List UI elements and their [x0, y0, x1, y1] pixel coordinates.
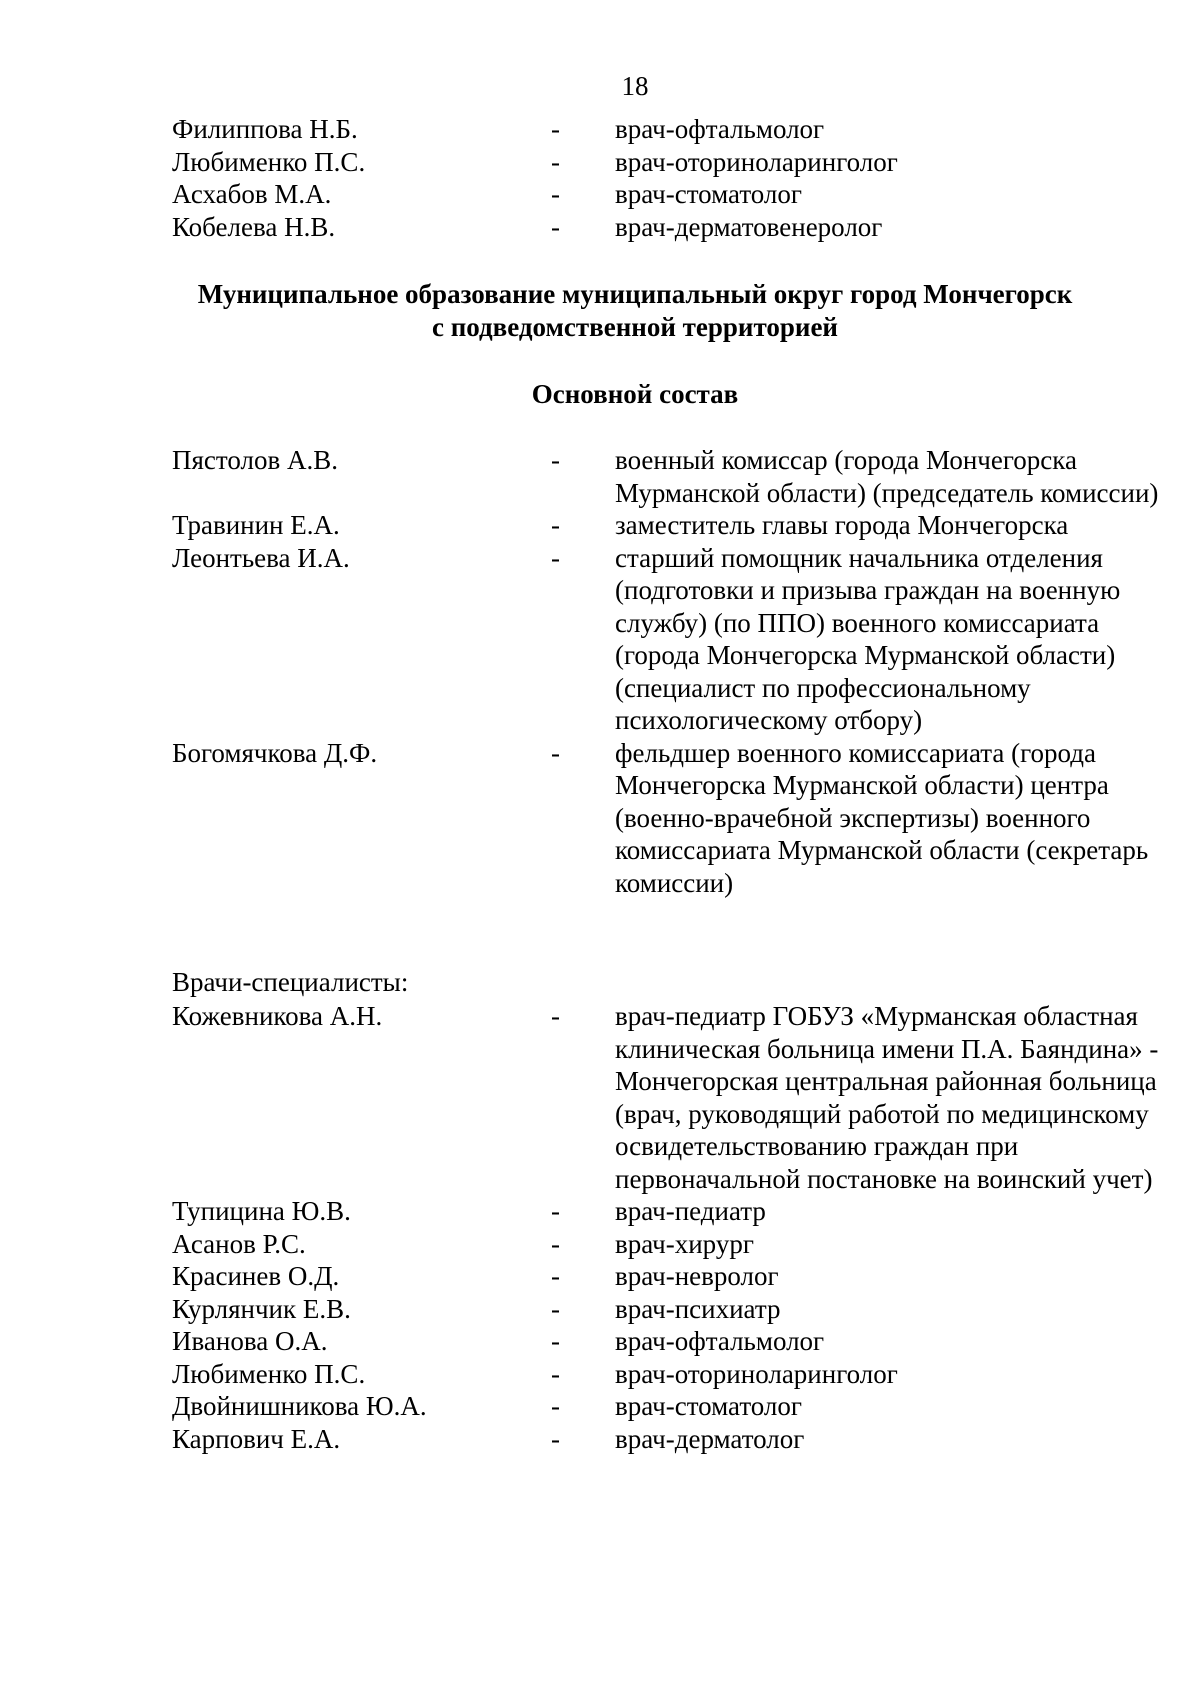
member-name: Любименко П.С.: [172, 146, 366, 177]
list-item: [0, 1293, 1200, 1326]
member-role: врач-дерматовенеролог: [615, 211, 883, 242]
member-role: врач-стоматолог: [615, 179, 802, 209]
member-name: Травинин Е.А.: [172, 510, 340, 540]
separator-dash: -: [551, 1391, 560, 1421]
list-item: [0, 1390, 1200, 1423]
separator-dash: -: [551, 1228, 560, 1259]
member-role: врач-хирург: [615, 1228, 754, 1259]
member-name: Пястолов А.В.: [172, 445, 338, 475]
member-name: Карпович Е.А.: [172, 1423, 341, 1454]
list-item: [0, 1358, 1200, 1391]
list-item: [0, 737, 1200, 900]
separator-dash: -: [551, 542, 560, 573]
member-role: врач-педиатр ГОБУЗ «Мурманская областная клиническая больница имени П.А. Баяндина» - Мончегорская центральная районная больница (врач, руководящий работой по медицинскому освидетельствованию граждан при первоначальной постановке на воинский учет): [615, 1001, 1159, 1194]
member-role: врач-оториноларинголог: [615, 1358, 898, 1389]
separator-dash: -: [551, 1326, 560, 1356]
member-name: Любименко П.С.: [172, 1358, 366, 1389]
separator-dash: -: [551, 114, 560, 144]
member-name: Двойнишникова Ю.А.: [172, 1391, 427, 1421]
member-name: Филиппова Н.Б.: [172, 114, 358, 144]
list-item: [0, 1000, 1200, 1195]
member-name: Иванова О.А.: [172, 1326, 328, 1356]
member-role: фельдшер военного комиссариата (города Мончегорска Мурманской области) центра (военно-врачебной экспертизы) военного комиссариата Мурманской области (секретарь комиссии): [615, 737, 1149, 898]
member-role: врач-стоматолог: [615, 1391, 802, 1421]
separator-dash: -: [551, 1001, 560, 1031]
specialists-label: Врачи-специалисты:: [172, 967, 409, 997]
member-role: старший помощник начальника отделения (подготовки и призыва граждан на военную службу) (по ППО) военного комиссариата (города Мончегорска Мурманской области) (специалист по профессиональному психологическому отбору): [615, 542, 1121, 735]
top-member-list: [0, 113, 1200, 243]
member-name: Красинев О.Д.: [172, 1261, 340, 1291]
section-title-line-2: с подведомственной территорией: [431, 312, 838, 342]
member-name: Курлянчик Е.В.: [172, 1293, 351, 1324]
member-role: врач-офтальмолог: [615, 114, 825, 144]
member-name: Асанов Р.С.: [172, 1228, 306, 1259]
separator-dash: -: [551, 211, 560, 242]
member-role: врач-оториноларинголог: [615, 146, 898, 177]
section-title-line-1: Муниципальное образование муниципальный округ город Мончегорск: [197, 279, 1073, 309]
member-role: врач-психиатр: [615, 1293, 781, 1324]
member-role: врач-невролог: [615, 1261, 779, 1291]
member-role: заместитель главы города Мончегорска: [615, 510, 1069, 540]
list-item: [0, 444, 1200, 509]
list-item: [0, 1325, 1200, 1358]
list-item: [0, 178, 1200, 211]
member-role: врач-офтальмолог: [615, 1326, 825, 1356]
list-item: [0, 113, 1200, 146]
member-role: военный комиссар (города Мончегорска Мурманской области) (председатель комиссии): [615, 445, 1159, 508]
separator-dash: -: [551, 510, 560, 540]
main-member-list: [0, 444, 1200, 899]
member-role: врач-педиатр: [615, 1196, 766, 1226]
list-item: [0, 509, 1200, 542]
specialists-list: [0, 1000, 1200, 1455]
separator-dash: -: [551, 445, 560, 475]
separator-dash: -: [551, 1358, 560, 1389]
list-item: [0, 1260, 1200, 1293]
list-item: [0, 1228, 1200, 1261]
separator-dash: -: [551, 737, 560, 768]
list-item: [0, 211, 1200, 244]
page-number: 18: [621, 71, 649, 101]
member-name: Леонтьева И.А.: [172, 542, 350, 573]
member-name: Кожевникова А.Н.: [172, 1001, 383, 1031]
member-name: Кобелева Н.В.: [172, 211, 336, 242]
separator-dash: -: [551, 1293, 560, 1324]
list-item: [0, 1423, 1200, 1456]
separator-dash: -: [551, 1196, 560, 1226]
separator-dash: -: [551, 179, 560, 209]
member-name: Асхабов М.А.: [172, 179, 332, 209]
subsection-title: Основной состав: [531, 379, 739, 409]
separator-dash: -: [551, 146, 560, 177]
list-item: [0, 1195, 1200, 1228]
list-item: [0, 542, 1200, 737]
separator-dash: -: [551, 1423, 560, 1454]
separator-dash: -: [551, 1261, 560, 1291]
list-item: [0, 146, 1200, 179]
member-role: врач-дерматолог: [615, 1423, 805, 1454]
member-name: Тупицина Ю.В.: [172, 1196, 351, 1226]
member-name: Богомячкова Д.Ф.: [172, 737, 378, 768]
